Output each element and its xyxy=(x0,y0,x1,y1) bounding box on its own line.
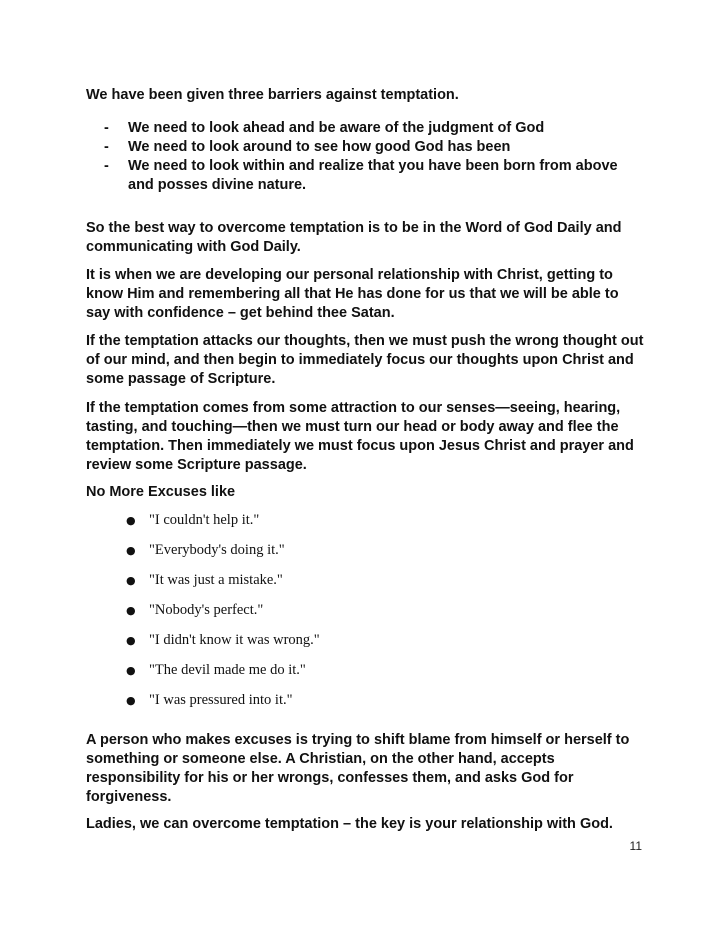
bullet-marker: ● xyxy=(126,514,136,527)
excuse-item xyxy=(86,691,646,721)
bullet-marker: ● xyxy=(126,694,136,707)
barrier-text: We need to look within and realize that you have been born from above and posses divine nature. xyxy=(128,158,618,193)
excuse-item xyxy=(86,511,646,541)
excuse-text: "It was just a mistake." xyxy=(149,572,283,588)
paragraph-word-of-god: So the best way to overcome temptation is to be in the Word of God Daily and communicating with God Daily. xyxy=(86,220,622,255)
excuse-text: "I couldn't help it." xyxy=(149,512,260,528)
excuse-item xyxy=(86,661,646,691)
barrier-item xyxy=(86,138,646,157)
excuse-item xyxy=(86,601,646,631)
bullet-marker: ● xyxy=(126,664,136,677)
intro-text: We have been given three barriers against temptation. xyxy=(86,87,459,103)
barrier-item xyxy=(86,119,646,138)
excuse-item xyxy=(86,631,646,661)
excuses-list xyxy=(86,511,646,721)
excuse-text: "I didn't know it was wrong." xyxy=(149,632,320,648)
paragraph-relationship: It is when we are developing our personal relationship with Christ, getting to know Him and remembering all that He has done for us that we will be able to say with confidence – get behind thee Satan. xyxy=(86,267,619,321)
dash-marker: - xyxy=(104,158,109,174)
paragraph-senses: If the temptation comes from some attraction to our senses—seeing, hearing, tasting, and touching—then we must turn our head or body away and flee the temptation. Then immediately we must focus upon Jesus Christ and prayer and review some Scripture passage. xyxy=(86,400,634,473)
excuses-heading: No More Excuses like xyxy=(86,484,236,500)
dash-marker: - xyxy=(104,120,109,136)
paragraph-closing: Ladies, we can overcome temptation – the key is your relationship with God. xyxy=(86,816,613,832)
excuse-item xyxy=(86,541,646,571)
bullet-marker: ● xyxy=(126,634,136,647)
excuse-text: "Nobody's perfect." xyxy=(149,602,264,618)
bullet-marker: ● xyxy=(126,544,136,557)
paragraph-thoughts: If the temptation attacks our thoughts, then we must push the wrong thought out of our mind, and then begin to immediately focus our thoughts upon Christ and some passage of Scripture. xyxy=(86,333,644,387)
barrier-text: We need to look ahead and be aware of the judgment of God xyxy=(128,120,545,136)
barrier-item xyxy=(86,157,646,195)
bullet-marker: ● xyxy=(126,604,136,617)
barrier-text: We need to look around to see how good God has been xyxy=(128,139,511,155)
excuse-item xyxy=(86,571,646,601)
excuse-text: "Everybody's doing it." xyxy=(149,542,285,558)
paragraph-excuses-blame: A person who makes excuses is trying to shift blame from himself or herself to something or someone else. A Christian, on the other hand, accepts responsibility for his or her wrongs, confesses them, and asks God for forgiveness. xyxy=(86,732,630,805)
dash-marker: - xyxy=(104,139,109,155)
excuse-text: "I was pressured into it." xyxy=(149,692,293,708)
barriers-list xyxy=(86,119,646,195)
excuse-text: "The devil made me do it." xyxy=(149,662,306,678)
page-number: 11 xyxy=(629,839,642,853)
bullet-marker: ● xyxy=(126,574,136,587)
